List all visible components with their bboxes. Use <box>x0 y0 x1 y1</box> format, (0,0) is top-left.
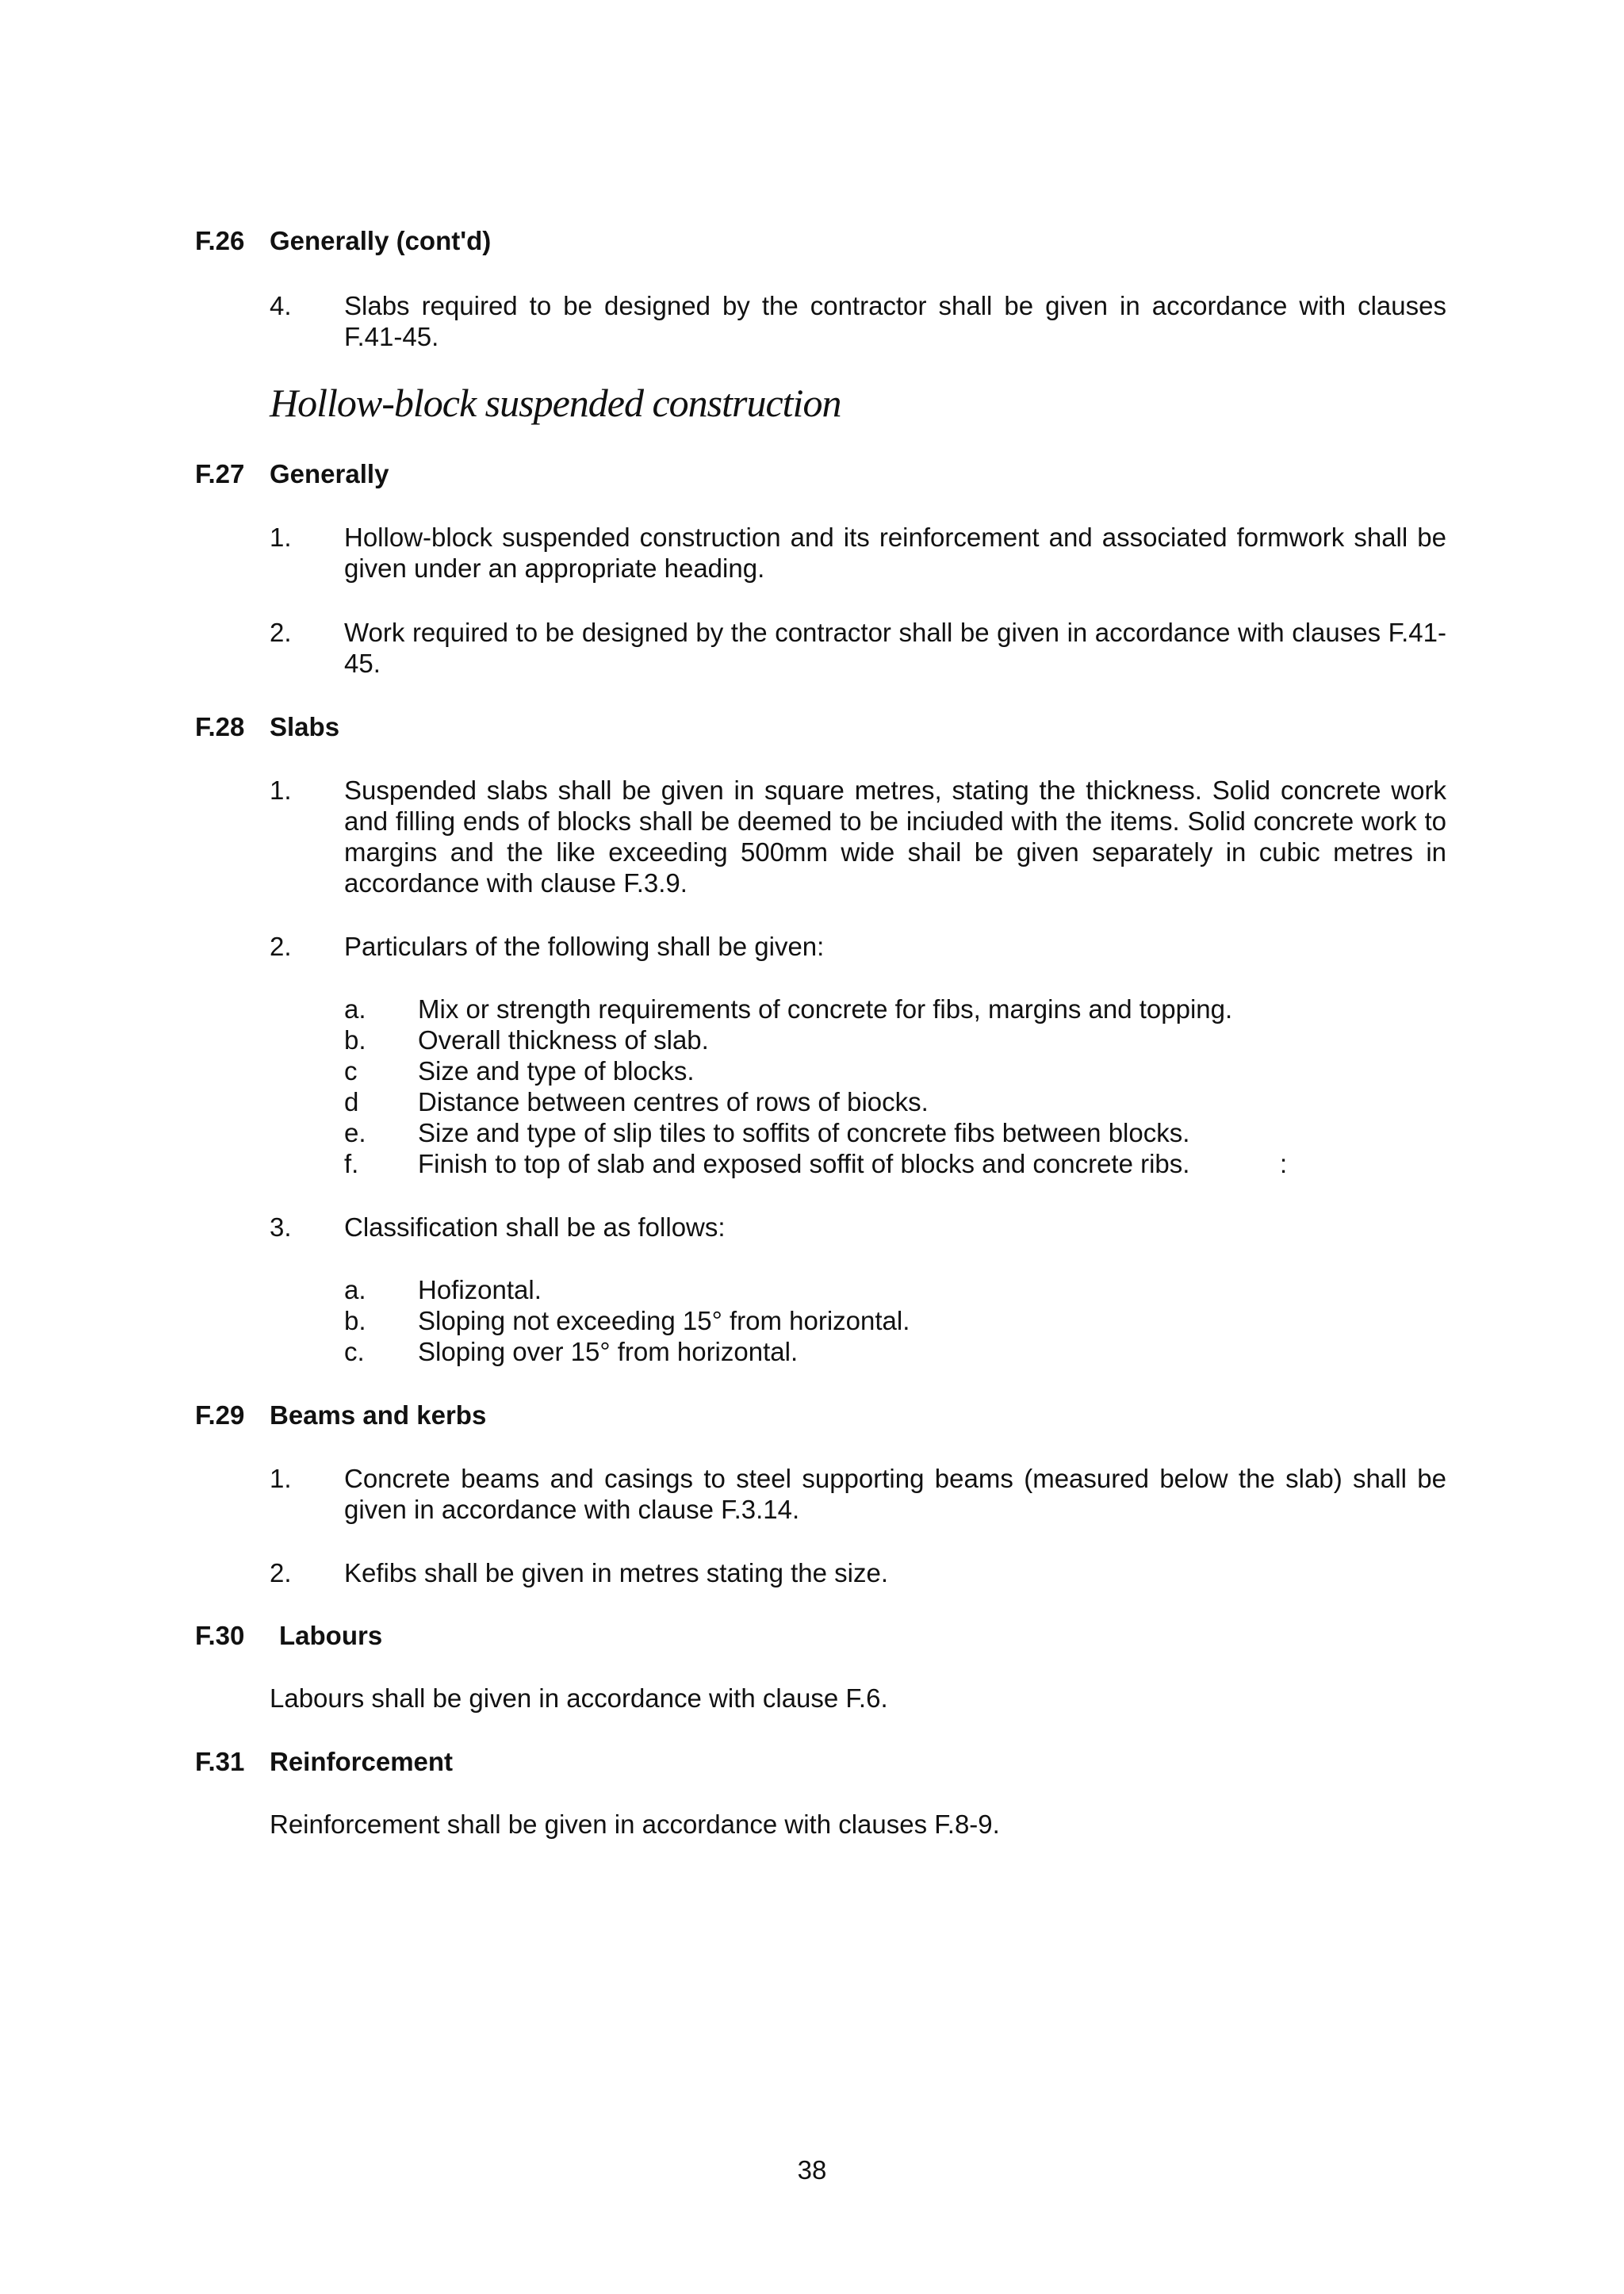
clause-title: Reinforcement <box>270 1747 454 1776</box>
sub-item <box>344 1274 542 1305</box>
clause-heading-f29 <box>195 1400 486 1430</box>
clause-item <box>270 290 1446 352</box>
clause-number: F.28 <box>195 712 245 741</box>
item-text: Classification shall be as follows: <box>344 1212 726 1242</box>
clause-heading-f30 <box>195 1620 382 1651</box>
item-text: Hollow-block suspended construction and its reinforcement and associated formwork shall be given under an appropriate heading. <box>344 523 1446 583</box>
clause-title: Beams and kerbs <box>270 1400 487 1430</box>
clause-item <box>270 617 1446 679</box>
sub-item-letter: c. <box>344 1337 365 1366</box>
item-text: Work required to be designed by the contractor shall be given in accordance with clauses F.41-45. <box>344 618 1446 678</box>
sub-item <box>344 1117 1189 1148</box>
clause-number: F.26 <box>195 226 245 255</box>
stray-mark: : <box>1280 1149 1288 1178</box>
clause-number: F.31 <box>195 1747 245 1776</box>
clause-number: F.27 <box>195 459 245 488</box>
clause-item <box>270 1463 1446 1525</box>
sub-item-letter: a. <box>344 1275 366 1304</box>
item-number: 3. <box>270 1212 292 1242</box>
clause-item <box>270 1557 1446 1588</box>
sub-item <box>344 1336 798 1367</box>
clause-heading-f28 <box>195 711 339 742</box>
sub-item-letter: e. <box>344 1118 366 1147</box>
sub-item <box>344 1305 910 1336</box>
item-text: Kefibs shall be given in metres stating the size. <box>344 1558 889 1587</box>
clause-number: F.30 <box>195 1621 245 1650</box>
sub-item-text: Size and type of blocks. <box>418 1056 695 1086</box>
sub-item <box>344 1055 695 1086</box>
sub-item-letter: d <box>344 1087 359 1116</box>
item-number: 1. <box>270 776 292 805</box>
item-text: Concrete beams and casings to steel supporting beams (measured below the slab) shall be given in accordance with clause F.3.14. <box>344 1464 1446 1524</box>
clause-title: Generally <box>270 459 389 488</box>
clause-text: Labours shall be given in accordance with clause F.6. <box>270 1683 888 1713</box>
sub-item-text: Sloping not exceeding 15° from horizontal. <box>418 1306 910 1335</box>
sub-item-letter: b. <box>344 1306 366 1335</box>
item-number: 1. <box>270 523 292 552</box>
sub-item <box>344 1086 929 1117</box>
sub-item-letter: a. <box>344 994 366 1024</box>
sub-item-letter: b. <box>344 1025 366 1055</box>
sub-item-text: Distance between centres of rows of biocks. <box>418 1087 929 1116</box>
sub-item-letter: f. <box>344 1149 359 1178</box>
sub-item-text: Mix or strength requirements of concrete for fibs, margins and topping. <box>418 994 1233 1024</box>
section-heading: Hollow-block suspended construction <box>270 381 841 425</box>
sub-item-text: Hofizontal. <box>418 1275 542 1304</box>
sub-item-text: Sloping over 15° from horizontal. <box>418 1337 799 1366</box>
sub-item <box>344 1024 709 1055</box>
clause-heading-f26 <box>195 225 491 256</box>
sub-item-text: Finish to top of slab and exposed soffit of blocks and concrete ribs. <box>418 1149 1190 1178</box>
clause-text: Reinforcement shall be given in accordance with clauses F.8-9. <box>270 1810 1000 1839</box>
item-number: 4. <box>270 291 292 320</box>
clause-title: Generally (cont'd) <box>270 226 492 255</box>
clause-item <box>270 775 1446 898</box>
item-text: Suspended slabs shall be given in square metres, stating the thickness. Solid concrete work and filling ends of blocks shall be deemed to be inciuded with the items. Solid concrete work to margins and the like exceeding 500mm wide shail be given separately in cubic metres in accordance with clause F.3.9. <box>344 776 1446 898</box>
sub-item <box>344 994 1232 1024</box>
clause-heading-f31 <box>195 1746 453 1777</box>
clause-item <box>270 1212 1446 1243</box>
page-number: 38 <box>797 2155 827 2185</box>
clause-item <box>270 522 1446 584</box>
sub-item-text: Overall thickness of slab. <box>418 1025 709 1055</box>
sub-item-text: Size and type of slip tiles to soffits of concrete fibs between blocks. <box>418 1118 1190 1147</box>
clause-title: Labours <box>279 1621 383 1650</box>
item-number: 1. <box>270 1464 292 1493</box>
sub-item-letter: c <box>344 1056 358 1086</box>
item-text: Particulars of the following shall be given: <box>344 932 825 961</box>
item-number: 2. <box>270 618 292 647</box>
item-text: Slabs required to be designed by the contractor shall be given in accordance with clauses F.41-45. <box>344 291 1446 351</box>
clause-number: F.29 <box>195 1400 245 1430</box>
sub-item <box>344 1148 1189 1179</box>
clause-heading-f27 <box>195 458 389 489</box>
clause-title: Slabs <box>270 712 340 741</box>
item-number: 2. <box>270 1558 292 1587</box>
clause-item <box>270 931 1446 962</box>
item-number: 2. <box>270 932 292 961</box>
